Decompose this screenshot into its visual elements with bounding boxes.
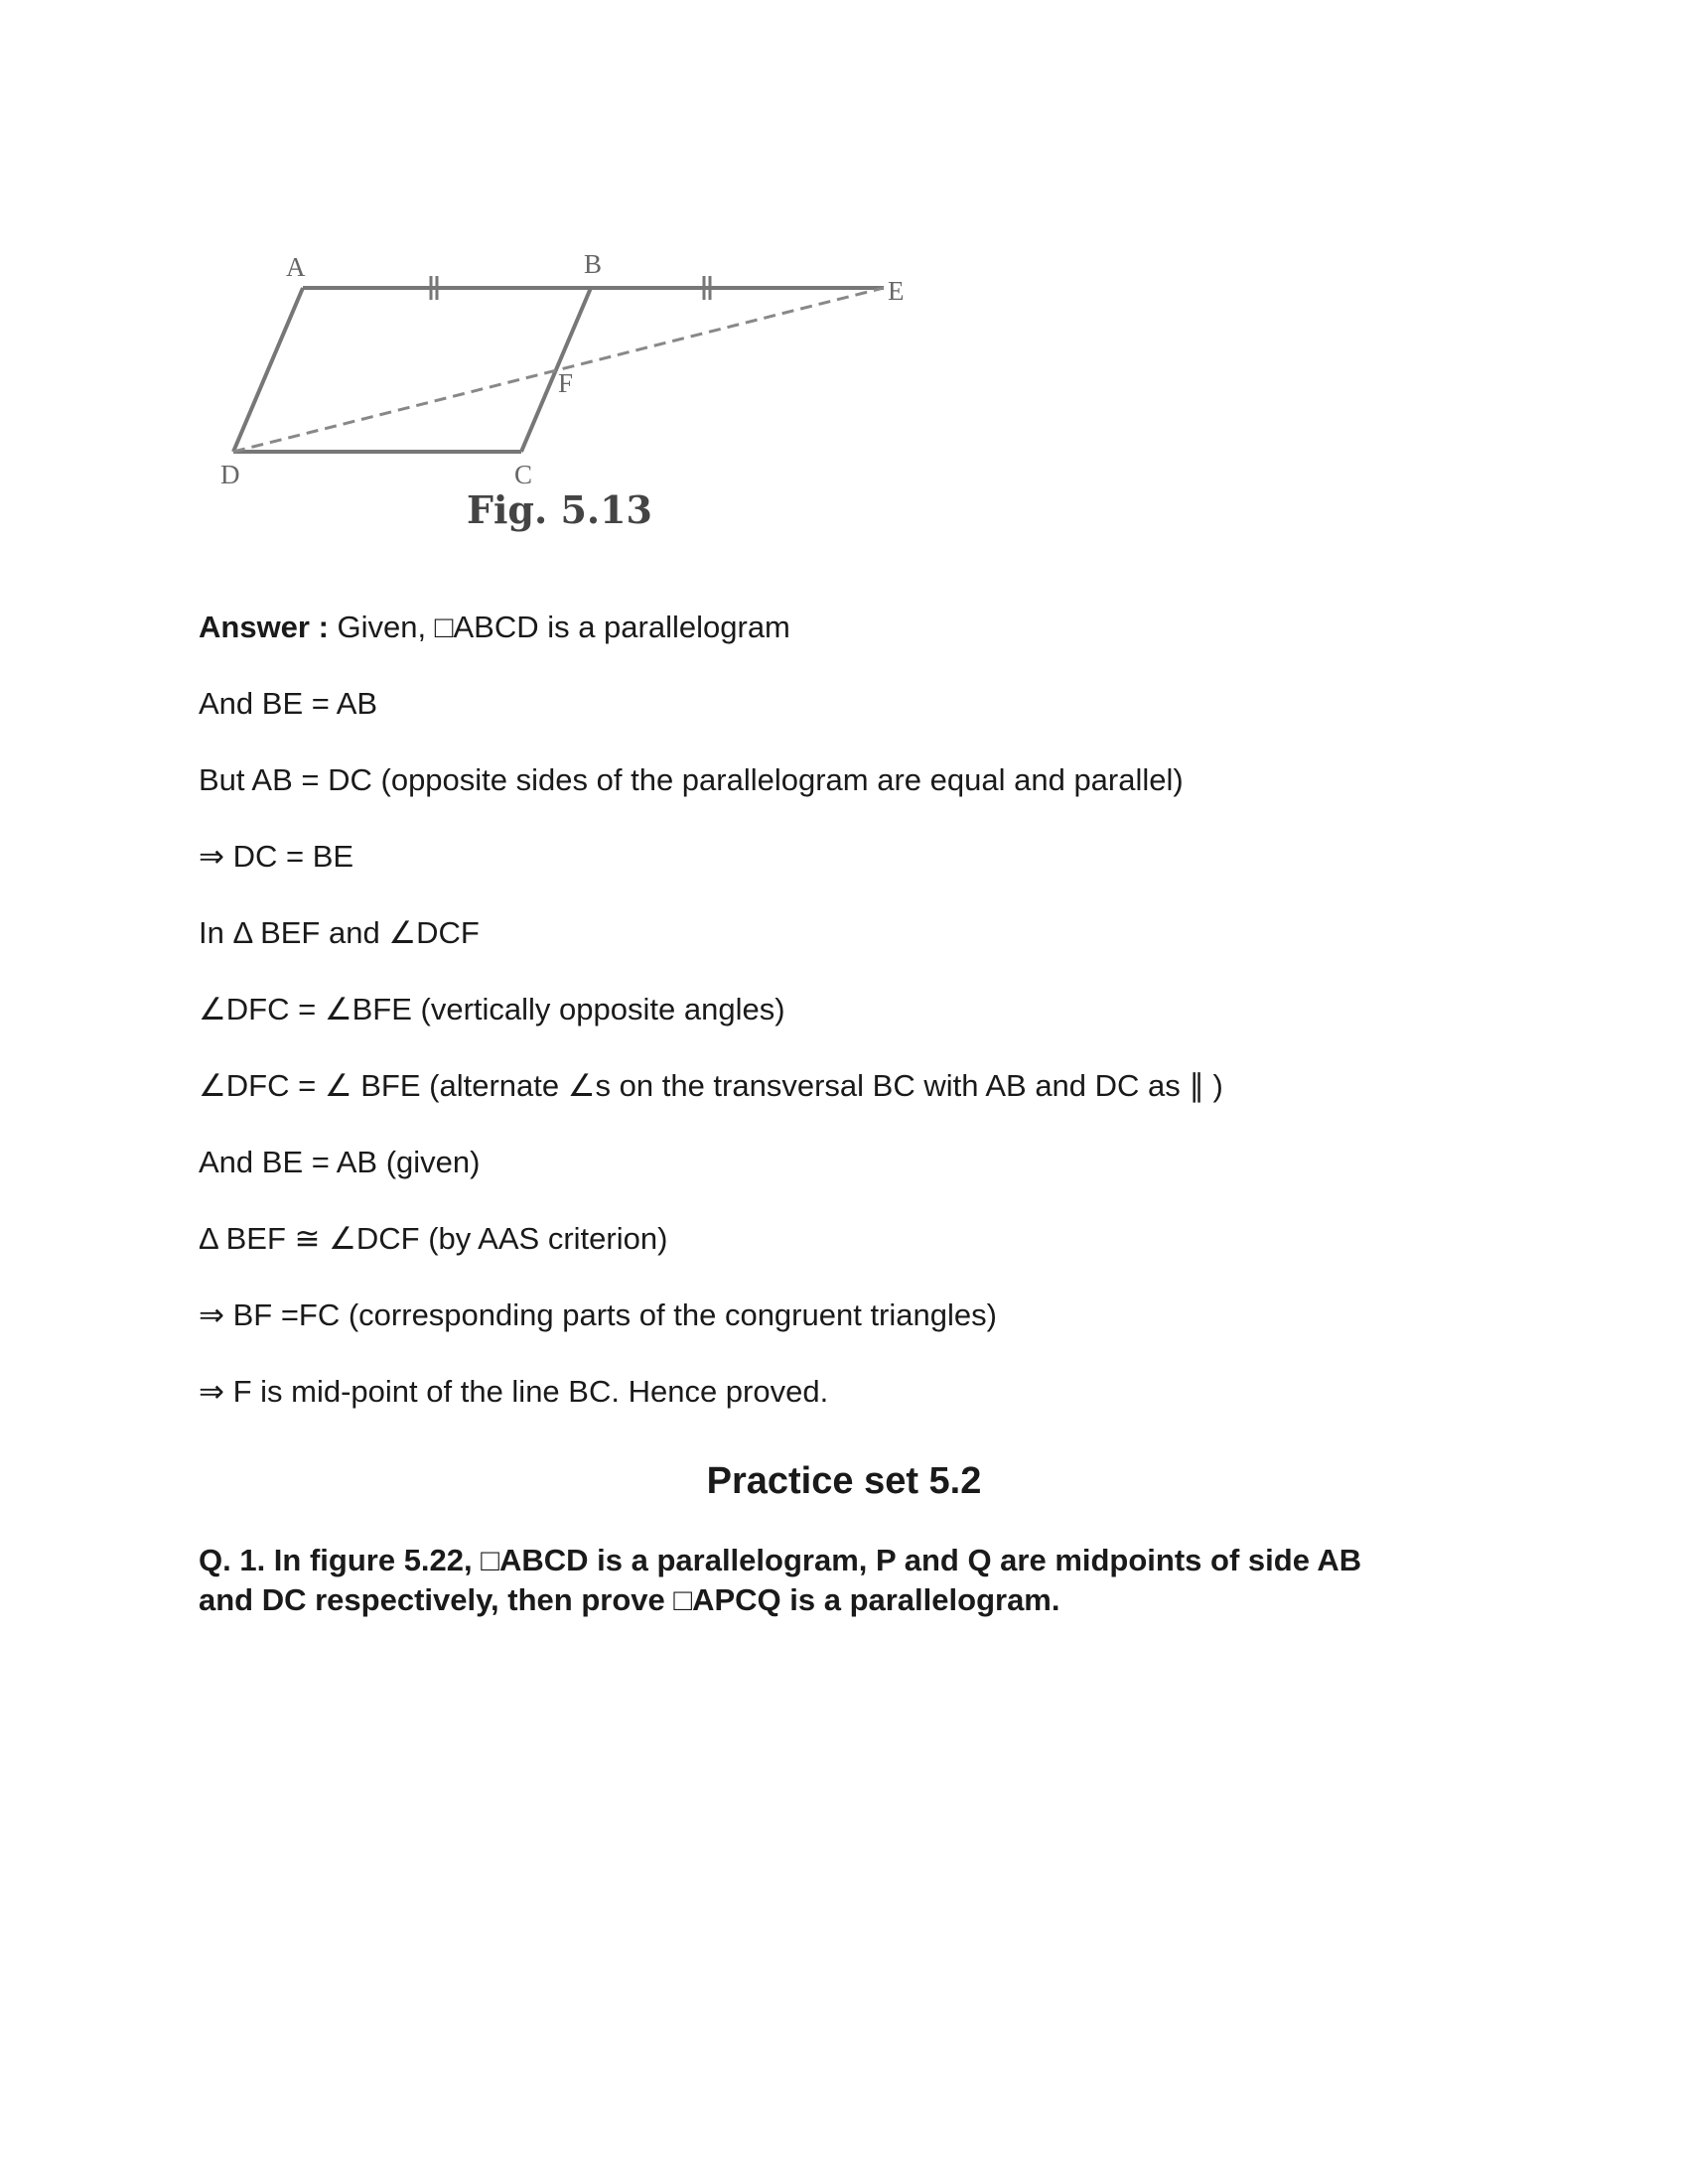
figure-caption: Fig. 5.13 <box>467 487 652 532</box>
answer-line-10: ⇒ BF =FC (corresponding parts of the congruent triangles) <box>199 1297 997 1332</box>
answer-line-3: But AB = DC (opposite sides of the parallelogram are equal and parallel) <box>199 762 1184 797</box>
answer-line-4: ⇒ DC = BE <box>199 839 354 874</box>
answer-line-1 <box>199 608 1509 647</box>
section-title: Practice set 5.2 <box>706 1460 982 1502</box>
answer-line-5: In Δ BEF and ∠DCF <box>199 915 480 950</box>
answer-line-8: And BE = AB (given) <box>199 1145 481 1179</box>
answer-line-2: And BE = AB <box>199 686 378 721</box>
parallelogram-diagram <box>199 243 933 551</box>
question-line-1: Q. 1. In figure 5.22, □ABCD is a parallelogram, P and Q are midpoints of side AB <box>199 1543 1362 1577</box>
answer-line-11: ⇒ F is mid-point of the line BC. Hence proved. <box>199 1374 829 1409</box>
answer-label: Answer : <box>199 610 329 644</box>
answer-text: Given, □ABCD is a parallelogram <box>328 610 790 644</box>
figure-5-13 <box>199 243 933 551</box>
point-label-d: D <box>220 460 240 489</box>
point-label-f: F <box>558 368 574 398</box>
question-line-2: and DC respectively, then prove □APCQ is a parallelogram. <box>199 1582 1060 1617</box>
answer-line-9: Δ BEF ≅ ∠DCF (by AAS criterion) <box>199 1221 668 1256</box>
point-label-a: A <box>286 252 306 282</box>
answer-block <box>199 608 1509 1448</box>
question-1 <box>199 1541 1509 1620</box>
point-label-e: E <box>888 276 905 306</box>
point-label-c: C <box>514 460 533 489</box>
side-bc <box>521 288 591 452</box>
point-label-b: B <box>584 249 603 279</box>
answer-line-7: ∠DFC = ∠ BFE (alternate ∠s on the transversal BC with AB and DC as ∥ ) <box>199 1068 1223 1103</box>
answer-line-6: ∠DFC = ∠BFE (vertically opposite angles) <box>199 992 785 1026</box>
side-ad <box>233 288 303 452</box>
